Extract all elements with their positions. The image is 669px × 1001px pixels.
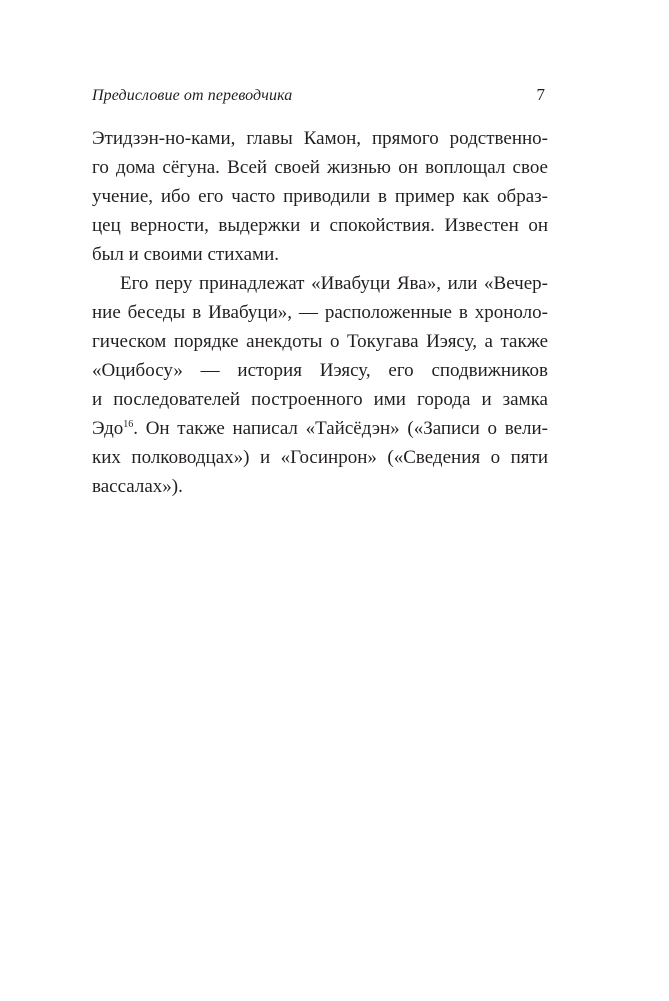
text-line: цец верности, выдержки и спокойствия. Известен он — [92, 215, 548, 236]
text-line: ние беседы в Ивабуци», — расположенные в хроноло- — [92, 302, 548, 323]
page-number: 7 — [536, 85, 545, 104]
text-line: и последователей построенного ими города и замка — [92, 389, 548, 410]
text-line: Этидзэн-но-ками, главы Камон, прямого родственно- — [92, 128, 548, 149]
text-fragment: Эдо — [92, 418, 124, 439]
paragraph-1 — [92, 124, 548, 269]
text-line: ких полководцах») и «Госинрон» («Сведения о пяти — [92, 447, 548, 468]
text-line-with-footnote — [92, 414, 548, 443]
text-fragment: . Он также написал «Тайсёдэн» («Записи о вели- — [133, 418, 548, 439]
text-line: был и своими стихами. — [92, 244, 279, 265]
text-line: Его перу принадлежат «Ивабуци Ява», или «Вечер- — [120, 273, 548, 294]
text-line: учение, ибо его часто приводили в пример как образ- — [92, 186, 548, 207]
text-line: «Оцибосу» — история Иэясу, его сподвижников — [92, 360, 548, 381]
text-line: гическом порядке анекдоты о Токугава Иэясу, а также — [92, 331, 548, 352]
text-line: вассалах»). — [92, 476, 183, 497]
text-line: го дома сёгуна. Всей своей жизнью он воплощал свое — [92, 157, 548, 178]
body-text — [92, 124, 548, 501]
paragraph-2 — [92, 269, 548, 501]
running-head: Предисловие от переводчика — [92, 87, 293, 104]
footnote-reference[interactable]: 16 — [123, 419, 134, 430]
